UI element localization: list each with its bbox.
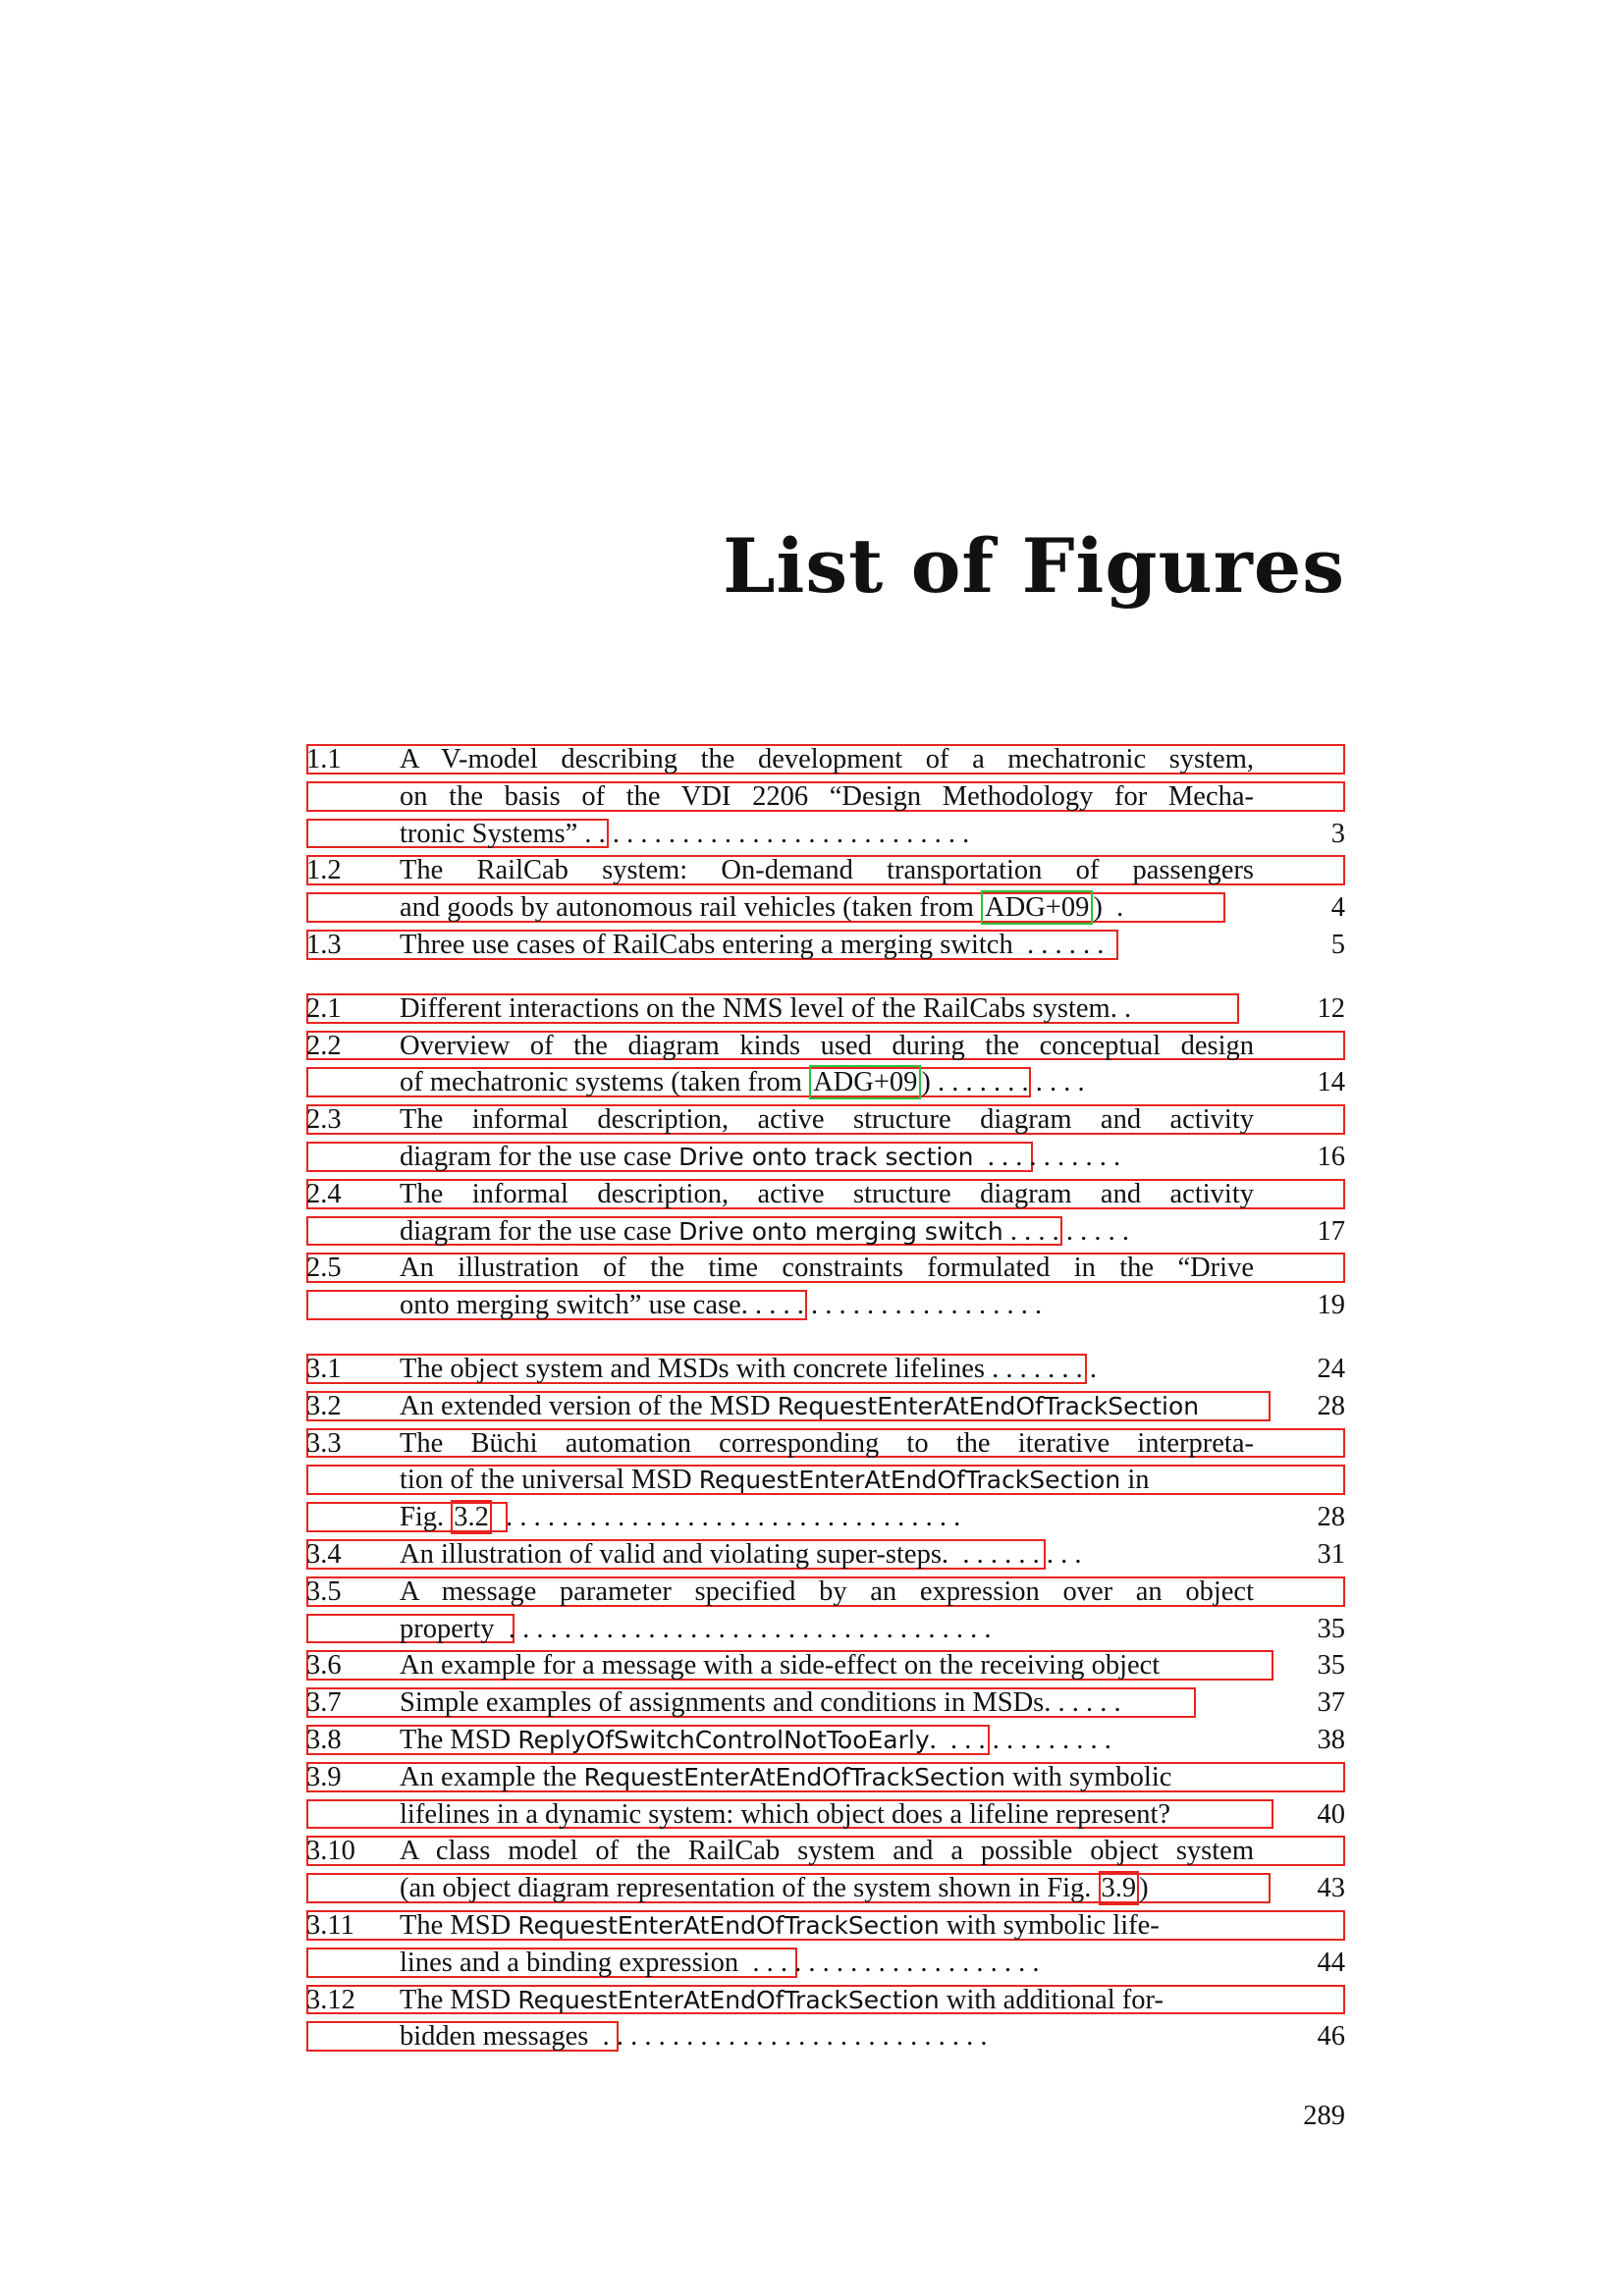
figure-number: 3.7 [306, 1687, 342, 1719]
figure-caption-line: The object system and MSDs with concrete lifelines . . . . . . . . [400, 1353, 1097, 1384]
figure-caption-line: The MSD RequestEnterAtEndOfTrackSection with additional for- [400, 1984, 1164, 2015]
citation-link[interactable]: ADG+09 [809, 1065, 921, 1099]
figure-entry-3-2[interactable] [306, 1388, 1345, 1425]
figure-caption-line: lifelines in a dynamic system: which object does a lifeline represent? [400, 1798, 1171, 1830]
figure-caption-line: Different interactions on the NMS level of the RailCabs system. . [400, 992, 1132, 1024]
figure-entry-3-3[interactable] [306, 1425, 1345, 1536]
msd-name: RequestEnterAtEndOfTrackSection [517, 1985, 940, 2014]
figure-caption-line: The RailCab system: On-demand transportation of passengers [400, 855, 1254, 886]
page-ref: 16 [1317, 1141, 1345, 1172]
figure-number: 2.2 [306, 1030, 342, 1061]
figure-number: 2.1 [306, 992, 342, 1024]
figure-entry-2-3[interactable] [306, 1101, 1345, 1176]
figure-caption-line: tion of the universal MSD RequestEnterAtEndOfTrackSection in [400, 1465, 1150, 1496]
use-case-name: Drive onto track section [678, 1142, 974, 1171]
figure-caption-line: Simple examples of assignments and conditions in MSDs. . . . . . [400, 1687, 1121, 1719]
figure-number: 2.5 [306, 1253, 342, 1284]
figure-number: 3.12 [306, 1984, 355, 2015]
figure-number: 1.1 [306, 744, 342, 774]
figure-caption-line: A class model of the RailCab system and a possible object system [400, 1836, 1254, 1867]
figure-caption-line: An illustration of the time constraints formulated in the “Drive [400, 1253, 1254, 1284]
figure-caption-line: and goods by autonomous rail vehicles (taken from ADG+09 ) . [400, 892, 1124, 924]
figure-caption-line: property . . . . . . . . . . . . . . . . . . . . . . . . . . . . . . . . . . . [400, 1613, 992, 1644]
figure-caption-line: diagram for the use case Drive onto merging switch . . . . . . . . . [400, 1215, 1129, 1247]
figure-caption-line: on the basis of the VDI 2206 “Design Methodology for Mecha- [400, 780, 1254, 812]
figure-entry-3-4[interactable] [306, 1536, 1345, 1574]
figure-entry-3-5[interactable] [306, 1574, 1345, 1648]
figure-caption-line: bidden messages . . . . . . . . . . . . . . . . . . . . . . . . . . . . [400, 2021, 988, 2053]
page-ref: 28 [1317, 1390, 1345, 1421]
use-case-name: Drive onto merging switch [678, 1216, 1003, 1246]
figure-caption-line: A V-model describing the development of a mechatronic system, [400, 744, 1254, 774]
figure-number: 1.3 [306, 929, 342, 960]
page-ref: 31 [1317, 1538, 1345, 1570]
figure-number: 3.4 [306, 1538, 342, 1570]
page-ref: 44 [1317, 1947, 1345, 1978]
chapter-2-group [306, 990, 1345, 1324]
figure-entry-3-6[interactable] [306, 1647, 1345, 1684]
page-ref: 40 [1317, 1798, 1345, 1830]
figure-entry-3-11[interactable] [306, 1907, 1345, 1982]
figure-caption-line: lines and a binding expression . . . . . . . . . . . . . . . . . . . . . [400, 1947, 1040, 1978]
figure-number: 3.2 [306, 1390, 342, 1421]
figure-caption-line: The informal description, active structure diagram and activity [400, 1104, 1254, 1136]
figure-caption-line: An illustration of valid and violating super-steps. . . . . . . . . . [400, 1538, 1082, 1570]
page-ref: 4 [1330, 892, 1345, 924]
list-of-figures [306, 741, 1345, 2082]
msd-name: RequestEnterAtEndOfTrackSection [777, 1391, 1200, 1420]
figure-caption-line: The Büchi automation corresponding to the iterative interpreta- [400, 1427, 1254, 1459]
page-ref: 37 [1317, 1687, 1345, 1719]
page-ref: 14 [1317, 1067, 1345, 1098]
page-ref: 35 [1317, 1650, 1345, 1682]
figure-caption-line: tronic Systems” . . . . . . . . . . . . . . . . . . . . . . . . . . . . [400, 818, 970, 849]
msd-name: ReplyOfSwitchControlNotTooEarly [517, 1725, 930, 1754]
page-ref: 24 [1317, 1353, 1345, 1384]
figure-entry-1-3[interactable] [306, 927, 1345, 964]
figure-number: 3.8 [306, 1724, 342, 1755]
citation-link[interactable]: ADG+09 [981, 890, 1093, 925]
figure-entry-3-10[interactable] [306, 1833, 1345, 1907]
figure-caption-line: An extended version of the MSD RequestEnterAtEndOfTrackSection [400, 1390, 1200, 1421]
page-ref: 28 [1317, 1502, 1345, 1533]
page-ref: 3 [1330, 818, 1345, 849]
figure-caption-line: An example the RequestEnterAtEndOfTrackSection with symbolic [400, 1761, 1172, 1792]
chapter-1-group [306, 741, 1345, 964]
msd-name: RequestEnterAtEndOfTrackSection [583, 1762, 1005, 1791]
page-ref: 17 [1317, 1215, 1345, 1247]
figure-caption-line: of mechatronic systems (taken from ADG+09 ) . . . . . . . . . . . [400, 1067, 1085, 1098]
figure-entry-3-1[interactable] [306, 1351, 1345, 1388]
figure-caption-line: The MSD ReplyOfSwitchControlNotTooEarly. . . . . . . . . . . . . [400, 1724, 1111, 1755]
figure-caption-line: Fig. 3.2 . . . . . . . . . . . . . . . . . . . . . . . . . . . . . . . . . [400, 1502, 961, 1533]
msd-name: RequestEnterAtEndOfTrackSection [517, 1910, 940, 1940]
figure-entry-2-1[interactable] [306, 990, 1345, 1028]
page-ref: 46 [1317, 2021, 1345, 2053]
figure-entry-2-4[interactable] [306, 1176, 1345, 1251]
figure-number: 3.6 [306, 1650, 342, 1682]
figure-caption-line: Three use cases of RailCabs entering a merging switch . . . . . . [400, 929, 1105, 960]
msd-name: RequestEnterAtEndOfTrackSection [698, 1466, 1121, 1495]
figure-number: 3.5 [306, 1575, 342, 1607]
figure-caption-line: (an object diagram representation of the system shown in Fig. 3.9 ) [400, 1873, 1149, 1904]
figure-entry-2-2[interactable] [306, 1028, 1345, 1102]
figure-entry-1-1[interactable] [306, 741, 1345, 852]
chapter-3-group [306, 1351, 1345, 2056]
figure-number: 1.2 [306, 855, 342, 886]
figure-caption-line: Overview of the diagram kinds used during the conceptual design [400, 1030, 1254, 1061]
figure-entry-2-5[interactable] [306, 1250, 1345, 1324]
figure-entry-1-2[interactable] [306, 852, 1345, 927]
figure-caption-line: The MSD RequestEnterAtEndOfTrackSection with symbolic life- [400, 1909, 1160, 1941]
figure-entry-3-9[interactable] [306, 1759, 1345, 1834]
figure-number: 3.1 [306, 1353, 342, 1384]
figure-caption-line: A message parameter specified by an expression over an object [400, 1575, 1254, 1607]
page-ref: 43 [1317, 1873, 1345, 1904]
figure-caption-line: The informal description, active structure diagram and activity [400, 1178, 1254, 1209]
figure-number: 3.10 [306, 1836, 355, 1867]
figure-entry-3-7[interactable] [306, 1684, 1345, 1722]
figure-entry-3-12[interactable] [306, 1982, 1345, 2056]
figure-number: 3.11 [306, 1909, 354, 1941]
page-ref: 35 [1317, 1613, 1345, 1644]
page-ref: 12 [1317, 992, 1345, 1024]
figure-caption-line: diagram for the use case Drive onto track section . . . . . . . . . . [400, 1141, 1121, 1172]
figure-caption-line: onto merging switch” use case. . . . . . . . . . . . . . . . . . . . . . [400, 1290, 1043, 1321]
figure-number: 3.3 [306, 1427, 342, 1459]
page-title: List of Figures [723, 522, 1345, 610]
page-ref: 19 [1317, 1290, 1345, 1321]
figure-ref-link[interactable]: 3.9 [1099, 1871, 1140, 1905]
page-number: 289 [1303, 2101, 1345, 2131]
page-ref: 38 [1317, 1724, 1345, 1755]
page-ref: 5 [1330, 929, 1345, 960]
figure-entry-3-8[interactable] [306, 1722, 1345, 1759]
figure-ref-link[interactable]: 3.2 [451, 1500, 492, 1534]
figure-number: 2.4 [306, 1178, 342, 1209]
figure-number: 2.3 [306, 1104, 342, 1136]
figure-number: 3.9 [306, 1761, 342, 1792]
figure-caption-line: An example for a message with a side-effect on the receiving object [400, 1650, 1161, 1682]
